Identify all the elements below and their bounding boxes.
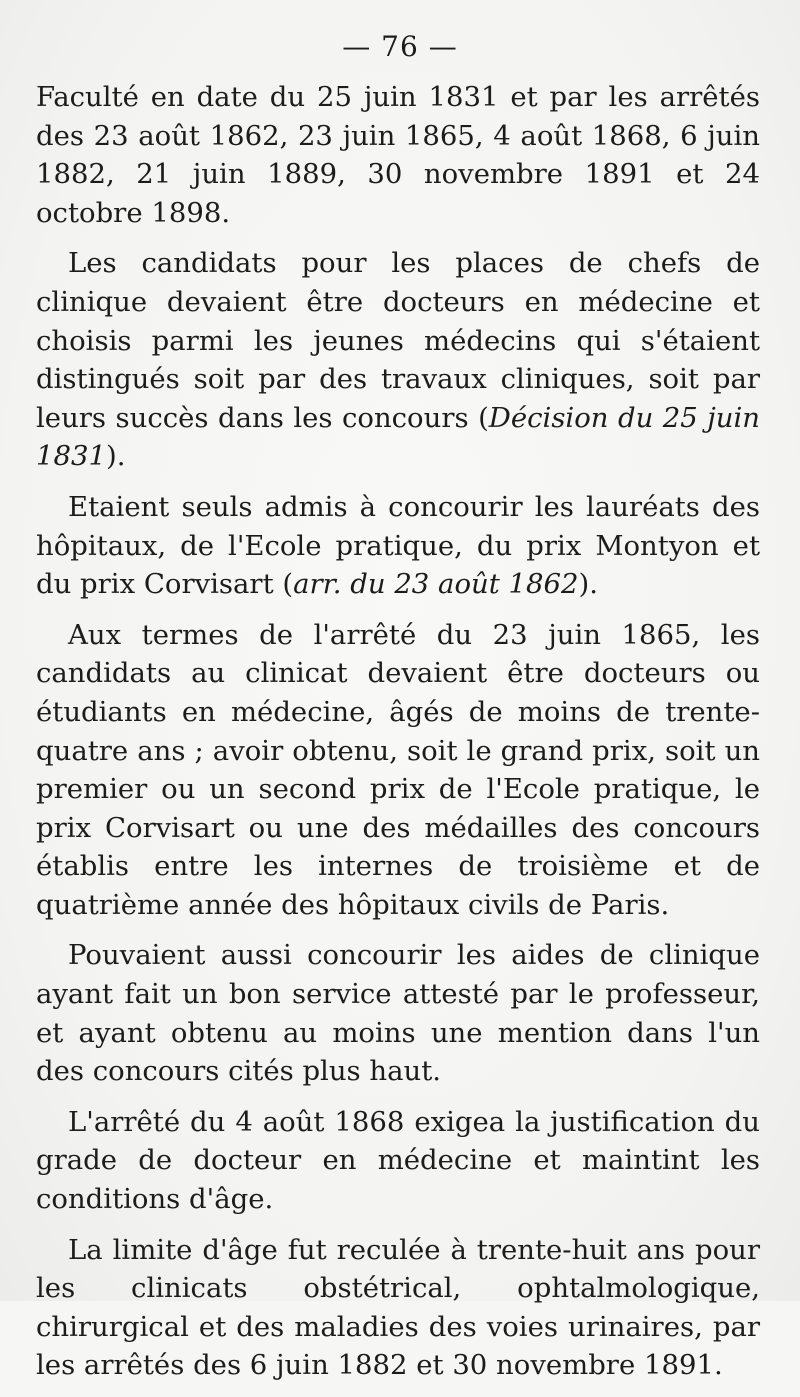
- paragraph-3-text: Etaient seuls admis à concourir les lauréats des hôpitaux, de l'Ecole pratique, du prix Montyon et du prix Corvisart (: [36, 490, 760, 601]
- paragraph-1: Faculté en date du 25 juin 1831 et par les arrêtés des 23 août 1862, 23 juin 1865, 4 août 1868, 6 juin 1882, 21 juin 1889, 30 novembre 1891 et 24 octobre 1898.: [36, 81, 760, 229]
- paragraph-3-tail: ).: [578, 568, 598, 601]
- paragraph-3-citation: arr. du 23 août 1862: [293, 568, 579, 601]
- paragraph-2-text: Les candidats pour les places de chefs de clinique devaient être docteurs en médecine et choisis parmi les jeunes médecins qui s'étaient distingués soit par des travaux cliniques, soit par leurs succès dans les concours (: [36, 247, 760, 434]
- paragraph-4: Aux termes de l'arrêté du 23 juin 1865, les candidats au clinicat devaient être docteurs ou étudiants en médecine, âgés de moins de trente-quatre ans ; avoir obtenu, soit le grand prix, soit un premier ou un second prix de l'Ecole pratique, le prix Corvisart ou une des médailles des concours établis entre les internes de troisième et de quatrième année des hôpitaux civils de Paris.: [36, 618, 760, 921]
- paragraph-6: L'arrêté du 4 août 1868 exigea la justification du grade de docteur en médecine et maintint les conditions d'âge.: [36, 1105, 760, 1216]
- paragraph-2: [36, 244, 760, 476]
- paragraph-3: [36, 488, 760, 604]
- body-text: [36, 78, 760, 1397]
- paragraph-5: Pouvaient aussi concourir les aides de clinique ayant fait un bon service attesté par le professeur, et ayant obtenu au moins une mention dans l'un des concours cités plus haut.: [36, 939, 760, 1088]
- paragraph-2-tail: ).: [106, 440, 126, 473]
- paragraph-7: La limite d'âge fut reculée à trente-huit ans pour les clinicats obstétrical, ophtalmologique, chirurgical et des maladies des voies urinaires, par les arrêtés des 6 juin 1882 et 30 novembre 1891.: [36, 1233, 760, 1382]
- paragraph-2-citation: Décision du 25 juin 1831: [36, 401, 760, 473]
- page-number: — 76 —: [342, 30, 458, 63]
